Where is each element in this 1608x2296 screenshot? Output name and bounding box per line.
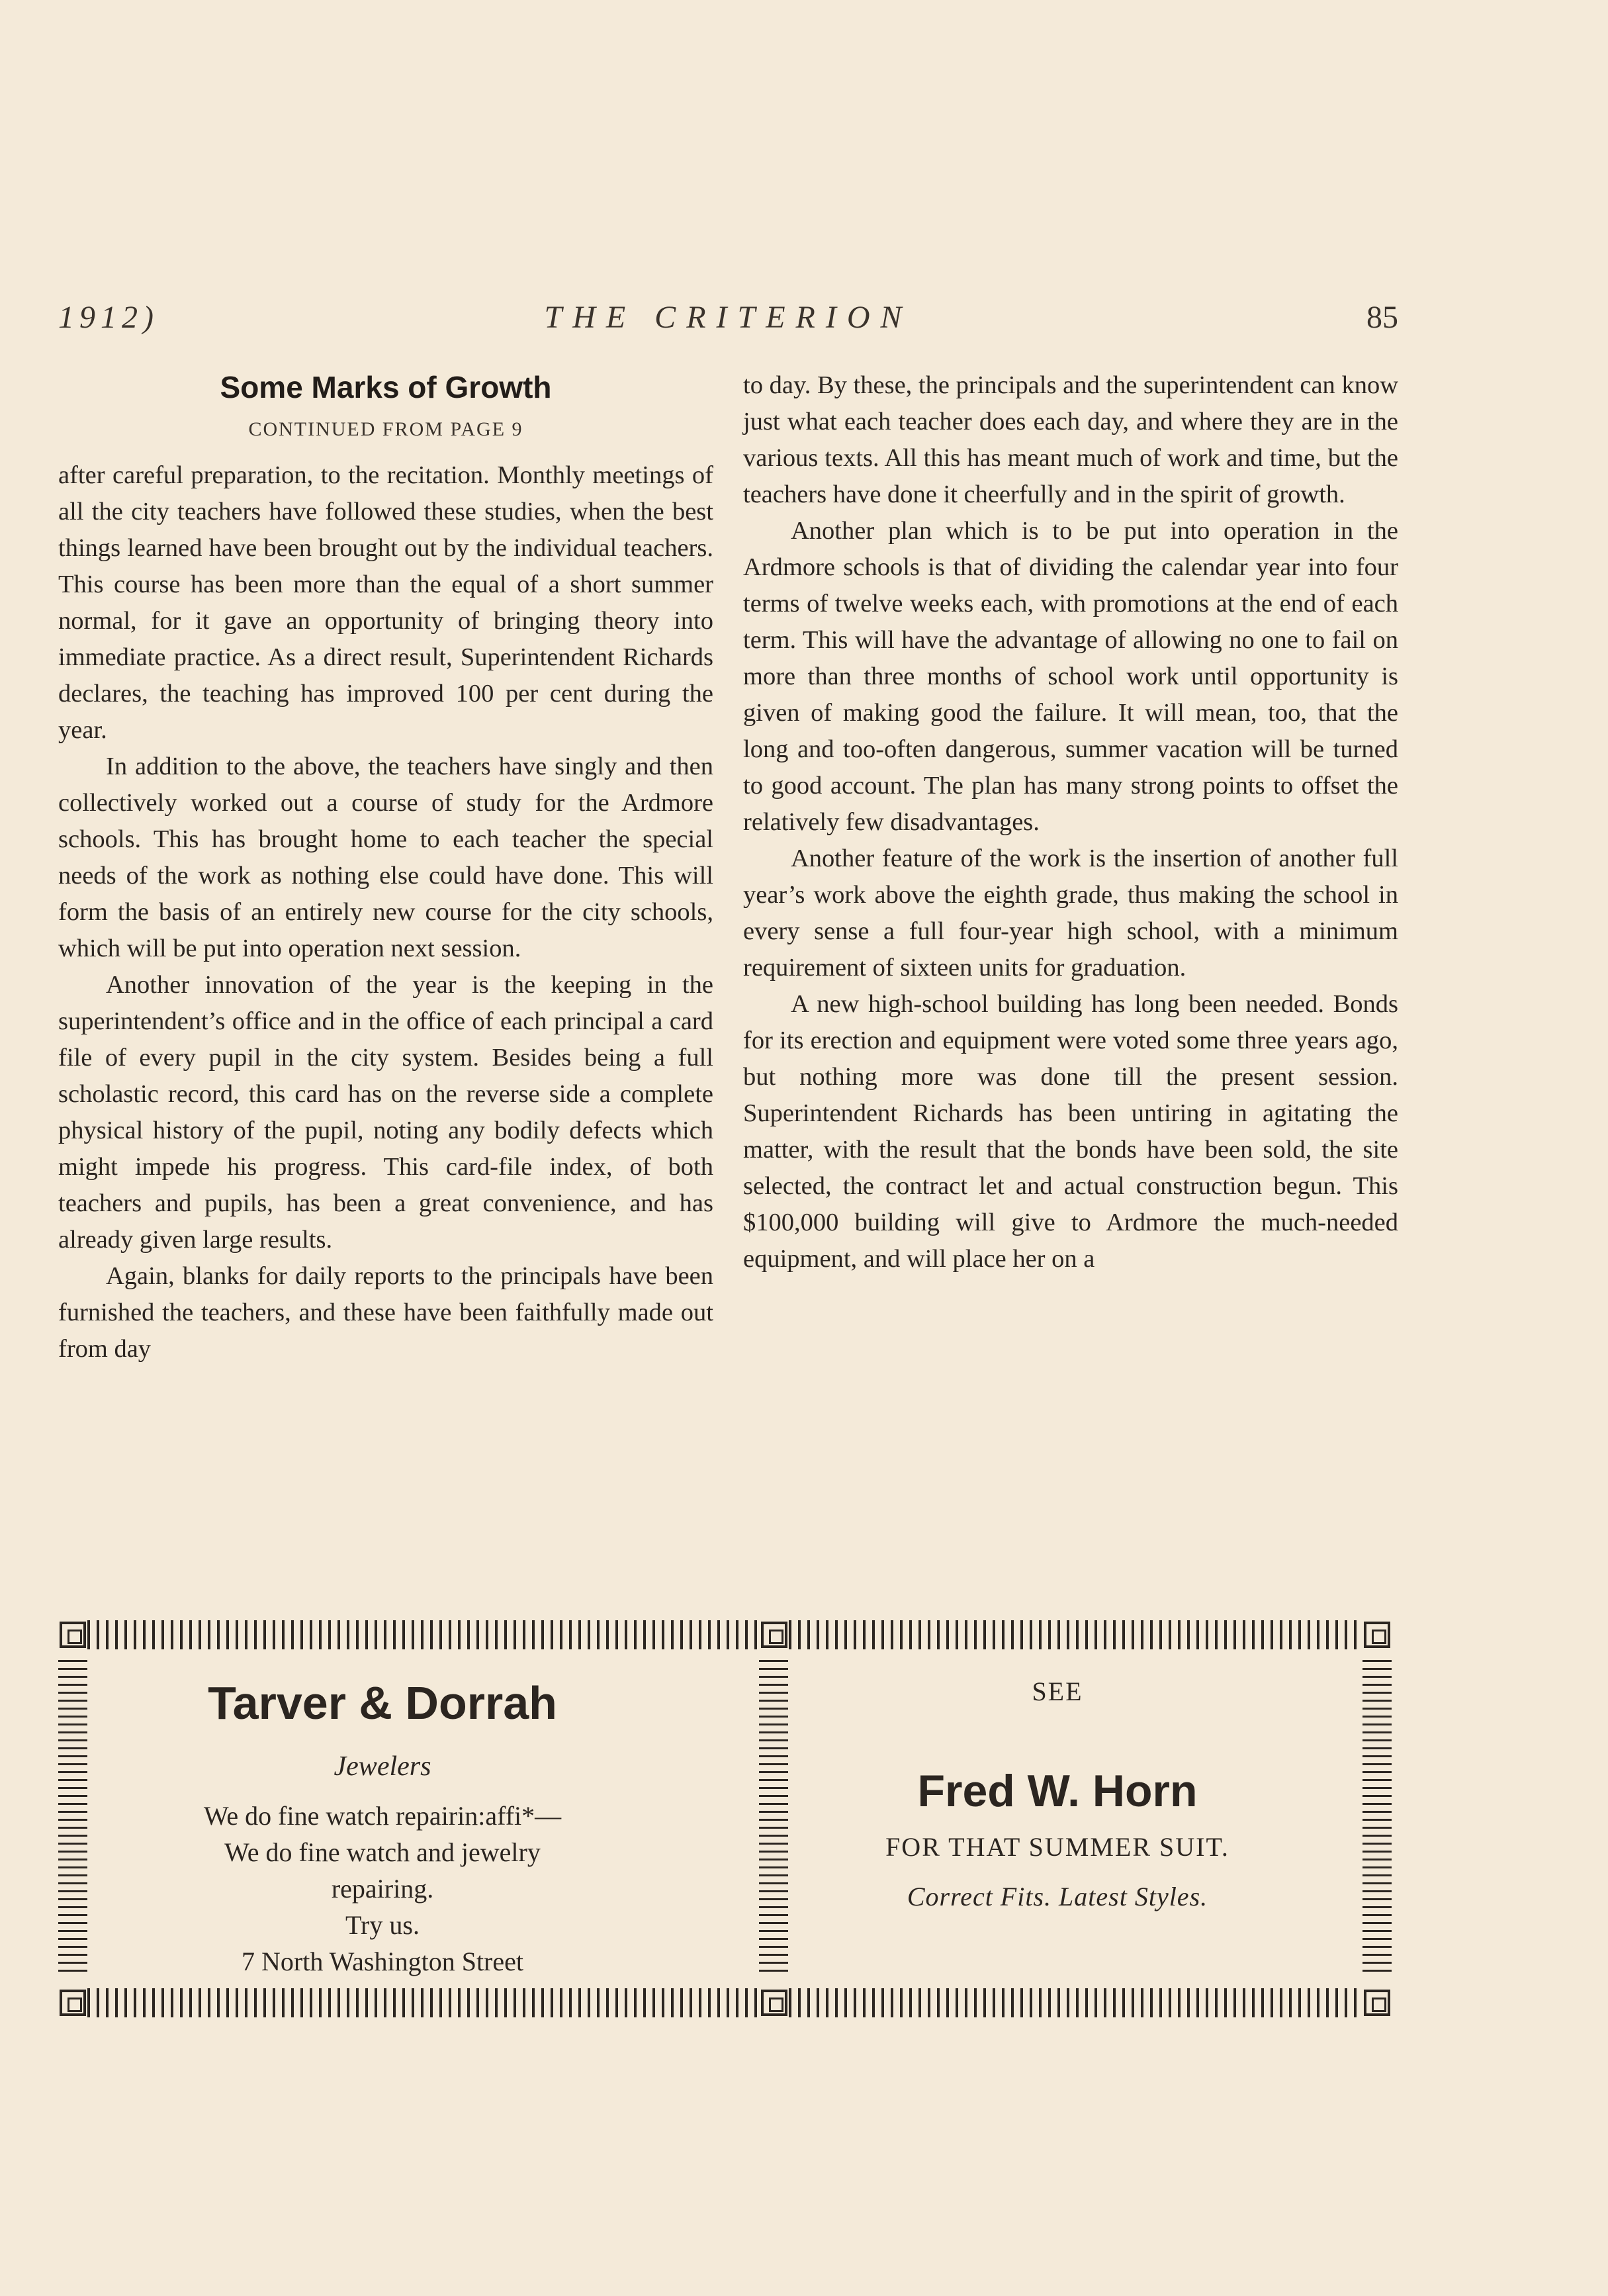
ornamental-rule xyxy=(1362,1660,1392,1978)
ad-line: repairing. xyxy=(331,1874,434,1904)
ad-address: 7 North Washington Street xyxy=(242,1947,523,1976)
corner-ornament-icon xyxy=(60,1990,86,2016)
ad-business-name: Tarver & Dorrah xyxy=(208,1677,557,1729)
continued-note: CONTINUED FROM PAGE 9 xyxy=(248,418,523,440)
article-paragraph: Another plan which is to be put into operation in the Ardmore schools is that of dividing the calendar year into four terms of twelve weeks each, with promotions at the end of each term. This will have the advantage of allowing no one to fail on more than three months of school work until opportunity is given of making good the failure. It will mean, too, that the long and too-often dangerous, summer vacation will be turned to good account. The plan has many strong points to offset the relatively few disadvantages. xyxy=(743,517,1398,836)
ornamental-rule xyxy=(87,1988,758,2017)
ornamental-rule xyxy=(58,1660,87,1978)
ad-line: We do fine watch repairin:affi*— xyxy=(203,1801,562,1831)
article-paragraph: Again, blanks for daily reports to the principals have been furnished the teachers, and these have been faithfully made out from day xyxy=(58,1262,713,1363)
corner-ornament-icon xyxy=(1364,1622,1390,1648)
article-paragraph: A new high-school building has long been needed. Bonds for its erection and equipment were voted some three years ago, but nothing more was done till the present session. Superintendent Richards has been untiring in agitating the matter, with the result that the bonds have been sold, the site selected, the contract let and actual construction begun. This $100,000 building will give to Ardmore the much-needed equipment, and will place her on a xyxy=(743,990,1398,1273)
right-column xyxy=(743,367,1398,1277)
article-paragraph: after careful preparation, to the recitation. Monthly meetings of all the city teachers have followed these studies, when the best things learned have been brought out by the individual teachers. This course has been more than the equal of a short summer normal, for it gave an opportunity of bringing theory into immediate practice. As a direct result, Superintendent Richards declares, the teaching has improved 100 per cent during the year. xyxy=(58,461,713,744)
ad-fred-horn xyxy=(780,1673,1335,1915)
article-paragraph: In addition to the above, the teachers have singly and then collectively worked out a course of study for the Ardmore schools. This has brought home to each teacher the special needs of the work as nothing else could have done. This will form the basis of an entirely new course for the city schools, which will be put into operation next session. xyxy=(58,753,713,962)
header-year: 1912) xyxy=(58,300,159,335)
article-paragraph: Another innovation of the year is the keeping in the superintendent’s office and in the office of each principal a card file of every pupil in the city system. Besides being a full scholastic record, this card has on the reverse side a complete physical history of the pupil, noting any bodily defects which might impede his progress. This card-file index, of both teachers and pupils, has been a great convenience, and has already given large results. xyxy=(58,971,713,1254)
ornamental-rule xyxy=(789,1620,1361,1649)
ad-line: We do fine watch and jewelry xyxy=(224,1837,541,1867)
advertisement-band xyxy=(58,1620,1392,2017)
running-header xyxy=(58,299,1398,339)
ornamental-rule xyxy=(789,1988,1361,2017)
ad-subtitle: Jewelers xyxy=(334,1751,431,1782)
corner-ornament-icon xyxy=(60,1622,86,1648)
ad-line: Try us. xyxy=(345,1910,420,1940)
article-title: Some Marks of Growth xyxy=(220,370,552,404)
corner-ornament-icon xyxy=(761,1622,787,1648)
ad-slogan: Correct Fits. Latest Styles. xyxy=(907,1882,1208,1911)
article-paragraph: to day. By these, the principals and the superintendent can know just what each teacher does each day, and where they are in the various texts. All this has meant much of work and time, but the teachers have done it cheerfully and in the spirit of growth. xyxy=(743,371,1398,508)
ornamental-rule xyxy=(87,1620,758,1649)
header-title: THE CRITERION xyxy=(544,300,913,335)
ad-tarver-dorrah xyxy=(118,1673,647,1980)
corner-ornament-icon xyxy=(761,1990,787,2016)
ad-business-name: Fred W. Horn xyxy=(917,1766,1198,1816)
page-number: 85 xyxy=(1366,300,1398,335)
ad-see: SEE xyxy=(1032,1676,1083,1706)
ad-tagline: FOR THAT SUMMER SUIT. xyxy=(885,1832,1229,1862)
article-paragraph: Another feature of the work is the insertion of another full year’s work above the eighth grade, thus making the school in every sense a full four-year high school, with a minimum requirement of sixteen units for graduation. xyxy=(743,845,1398,982)
left-column xyxy=(58,367,713,1367)
corner-ornament-icon xyxy=(1364,1990,1390,2016)
